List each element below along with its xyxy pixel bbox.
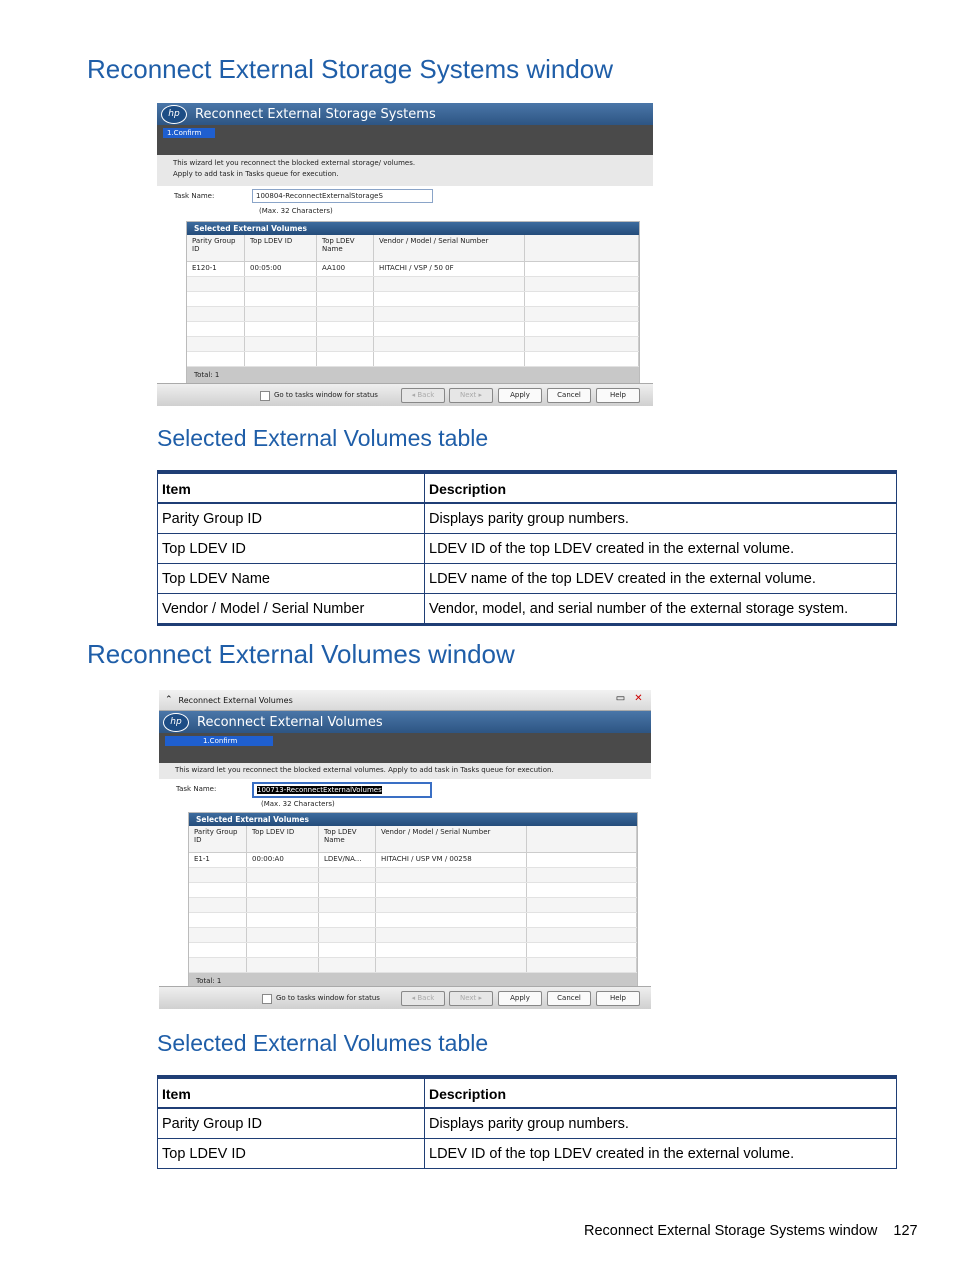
task-name-input[interactable] [252,782,432,798]
empty-row [189,913,637,928]
column-header[interactable]: Top LDEV ID [245,235,317,261]
dialog-titlebar [157,103,653,125]
empty-row [187,277,639,292]
grid-header [187,235,639,262]
column-header[interactable]: Parity Group ID [189,826,247,852]
description-cell: Vendor, model, and serial number of the external storage system. [425,594,897,625]
back-button[interactable]: ◂ Back [401,388,445,403]
table-row[interactable] [189,853,637,868]
step-confirm[interactable]: 1.Confirm [163,128,215,138]
item-cell: Top LDEV Name [158,564,425,594]
grid-total: Total: 1 [187,367,639,384]
hp-logo-icon: hp [161,105,187,124]
table-row [158,594,897,625]
item-cell: Top LDEV ID [158,534,425,564]
cell: 00:00:A0 [247,853,319,867]
empty-row [187,337,639,352]
wizard-description: This wizard let you reconnect the blocked external volumes. Apply to add task in Tasks queue for execution. [159,763,651,779]
table-row [158,1139,897,1169]
task-name-input[interactable]: 100804-ReconnectExternalStorageS [252,189,433,203]
dialog-title: Reconnect External Volumes [197,714,383,730]
task-name-hint: (Max. 32 Characters) [259,207,333,215]
item-cell: Vendor / Model / Serial Number [158,594,425,625]
section-heading-external-volumes: Reconnect External Volumes window [87,639,515,669]
cell: LDEV/NA... [319,853,376,867]
description-cell: LDEV name of the top LDEV created in the external volume. [425,564,897,594]
description-cell: LDEV ID of the top LDEV created in the external volume. [425,1139,897,1169]
topbar-title: Reconnect External Volumes [178,695,293,705]
empty-row [187,322,639,337]
next-button[interactable]: Next ▸ [449,991,493,1006]
dialog-footer [159,986,651,1009]
column-header[interactable]: Parity Group ID [187,235,245,261]
column-header-empty [527,826,637,852]
grid-header [189,826,637,853]
empty-row [189,958,637,973]
description-cell: LDEV ID of the top LDEV created in the external volume. [425,534,897,564]
help-button[interactable]: Help [596,388,640,403]
description-cell: Displays parity group numbers. [425,1108,897,1139]
column-header[interactable]: Top LDEV ID [247,826,319,852]
go-to-tasks-label: Go to tasks window for status [276,994,380,1002]
apply-button[interactable]: Apply [498,991,542,1006]
help-button[interactable]: Help [596,991,640,1006]
item-cell: Parity Group ID [158,1108,425,1139]
task-name-selected-text: 100713-ReconnectExternalVolumes [257,786,382,794]
grid-total: Total: 1 [189,973,637,990]
table-heading: Selected External Volumes table [157,425,489,451]
hp-logo-icon: hp [163,713,189,732]
cell: AA100 [317,262,374,276]
cancel-button[interactable]: Cancel [547,991,591,1006]
grid-title: Selected External Volumes [187,222,639,235]
column-header[interactable]: Top LDEV Name [319,826,376,852]
item-cell: Parity Group ID [158,503,425,534]
empty-row [189,883,637,898]
table-row[interactable] [187,262,639,277]
running-title: Reconnect External Storage Systems window [584,1223,878,1239]
next-button[interactable]: Next ▸ [449,388,493,403]
page-number: 127 [893,1223,918,1239]
cell: E120-1 [187,262,245,276]
cell: 00:05:00 [245,262,317,276]
dialog-footer [157,383,653,406]
column-header[interactable]: Top LDEV Name [317,235,374,261]
grid-body [189,853,637,973]
dialog-titlebar [159,711,651,733]
cell [527,853,637,867]
empty-row [187,292,639,307]
go-to-tasks-checkbox[interactable] [262,994,272,1004]
header-item: Item [158,472,425,503]
wizard-step-bar [159,733,651,763]
go-to-tasks-label: Go to tasks window for status [274,391,378,399]
item-description-table [157,1075,897,1169]
table-row [158,564,897,594]
table-header-row [158,1077,897,1108]
description-line: Apply to add task in Tasks queue for execution. [173,170,339,178]
table-row [158,503,897,534]
step-confirm[interactable]: 1.Confirm [165,736,273,746]
header-description: Description [425,472,897,503]
task-name-hint: (Max. 32 Characters) [261,800,335,808]
header-description: Description [425,1077,897,1108]
cancel-button[interactable]: Cancel [547,388,591,403]
task-name-label: Task Name: [176,785,217,793]
column-header-empty [525,235,639,261]
close-icon[interactable]: ✕ [634,693,643,704]
collapse-chevron-icon[interactable]: ⌃ [165,695,173,705]
window-topbar [159,690,651,711]
empty-row [189,868,637,883]
go-to-tasks-checkbox[interactable] [260,391,270,401]
grid-title: Selected External Volumes [189,813,637,826]
dialog-title: Reconnect External Storage Systems [195,106,436,122]
empty-row [189,898,637,913]
reconnect-storage-systems-dialog [157,103,653,406]
task-name-label: Task Name: [174,192,215,200]
column-header[interactable]: Vendor / Model / Serial Number [374,235,525,261]
description-cell: Displays parity group numbers. [425,503,897,534]
back-button[interactable]: ◂ Back [401,991,445,1006]
wizard-description [157,155,653,186]
grid-body [187,262,639,367]
description-line: This wizard let you reconnect the blocked external storage/ volumes. [173,159,416,167]
apply-button[interactable]: Apply [498,388,542,403]
table-heading: Selected External Volumes table [157,1030,489,1056]
cell: HITACHI / USP VM / 00258 [376,853,527,867]
table-row [158,534,897,564]
selected-volumes-grid [186,221,640,385]
section-heading-storage-systems: Reconnect External Storage Systems window [87,54,614,84]
cell [525,262,639,276]
item-cell: Top LDEV ID [158,1139,425,1169]
maximize-icon[interactable]: ▭ [615,693,626,704]
empty-row [189,943,637,958]
header-item: Item [158,1077,425,1108]
item-description-table [157,470,897,626]
empty-row [189,928,637,943]
empty-row [187,307,639,322]
task-name-row [157,186,653,226]
empty-row [187,352,639,367]
column-header[interactable]: Vendor / Model / Serial Number [376,826,527,852]
table-header-row [158,472,897,503]
selected-volumes-grid [188,812,638,991]
cell: HITACHI / VSP / 50 0F [374,262,525,276]
cell: E1-1 [189,853,247,867]
page-footer [584,1223,918,1239]
table-row [158,1108,897,1139]
wizard-step-bar [157,125,653,155]
reconnect-external-volumes-dialog [159,690,651,1009]
